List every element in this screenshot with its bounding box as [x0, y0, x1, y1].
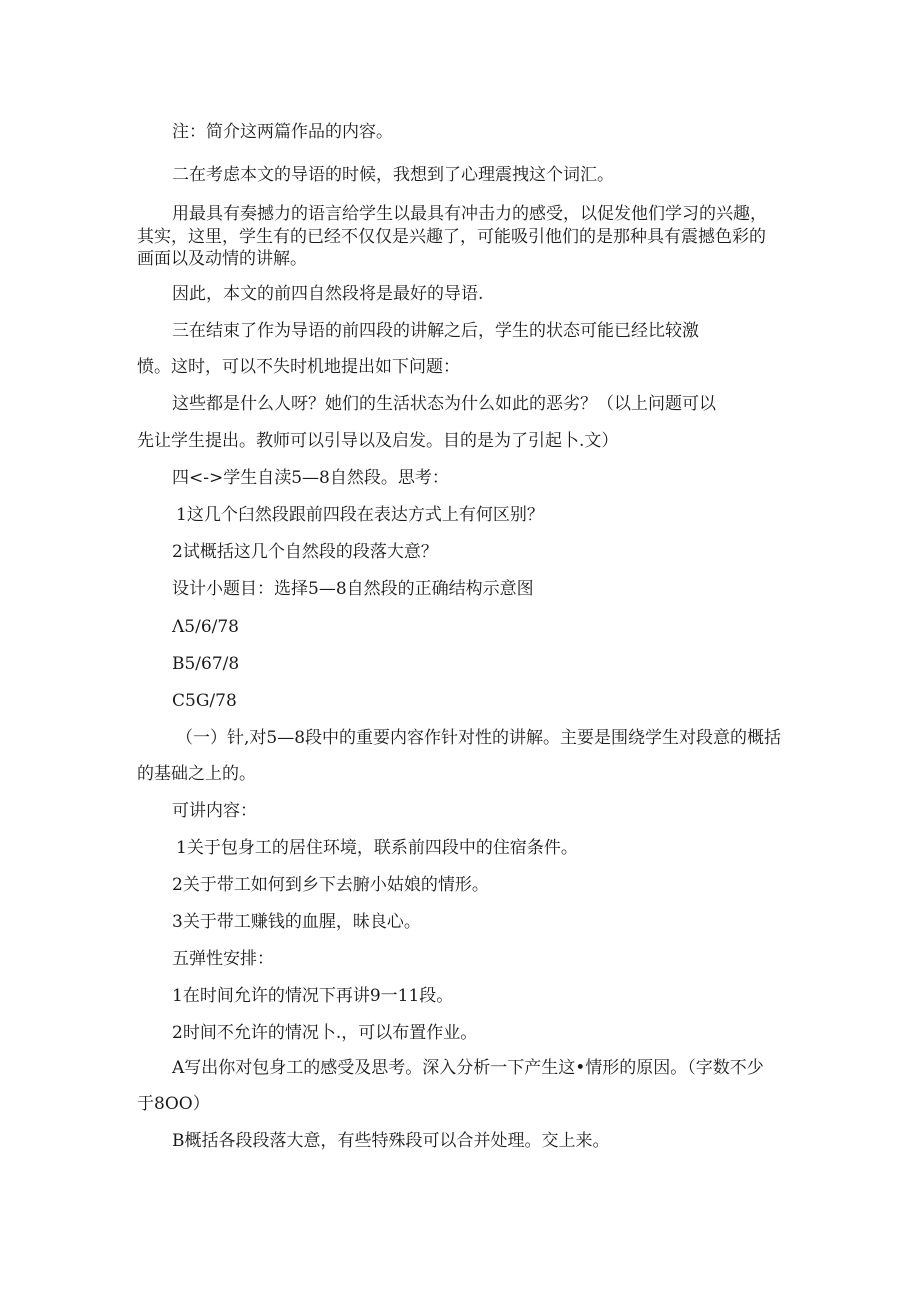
section-three-heading: 三在结束了作为导语的前四段的讲解之后，学生的状态可能已经比较激 [172, 321, 699, 341]
paragraph-line: 愤。这时，可以不失时机地提出如下问题： [137, 357, 460, 377]
paragraph-line: 其实，这里，学生有的已经不仅仅是兴趣了，可能吸引他们的是那种具有震撼色彩的 [137, 227, 766, 247]
note-line: 注：简介这两篇作品的内容。 [172, 122, 393, 142]
list-item: 3关于带工赚钱的血腥，昧良心。 [172, 912, 421, 932]
paragraph-line: 设计小题目：选择5—8自然段的正确结构示意图 [172, 579, 534, 599]
option-item: B5/67/8 [172, 654, 240, 674]
section-four-heading: 四<->学生自渎5—8自然段。思考： [172, 468, 449, 488]
paragraph-line: 用最具有奏撼力的语言给学生以最具有冲击力的感受，以促发他们学习的兴趣， [172, 204, 767, 224]
list-item: 2关于带工如何到乡下去腑小姑娘的情形。 [172, 875, 489, 895]
list-item: 2时间不允许的情况卜.，可以布置作业。 [172, 1023, 478, 1043]
paragraph-line: 于8OO） [137, 1094, 210, 1114]
list-item: 2试概括这几个自然段的段落大意？ [172, 542, 438, 562]
list-item: 1在时间允许的情况下再讲9一11段。 [172, 986, 454, 1006]
paragraph-line: 先让学生提出。教师可以引导以及启发。目的是为了引起卜.文） [137, 431, 619, 451]
paragraph-line: （一）针,对5—8段中的重要内容作针对性的讲解。主要是围绕学生对段意的概括 [176, 728, 782, 748]
list-item: 1这几个臼然段跟前四段在表达方式上有何区别？ [176, 505, 544, 525]
paragraph-line: 的基础之上的。 [137, 764, 256, 784]
section-five-heading: 五弹性安排： [172, 949, 274, 969]
option-item: C5G/78 [172, 691, 237, 711]
section-two-heading: 二在考虑本文的导语的时候，我想到了心理震拽这个词汇。 [172, 165, 614, 185]
paragraph-line: 画面以及动情的讲解。 [137, 249, 307, 269]
paragraph-line: 可讲内容： [172, 801, 257, 821]
paragraph-line: A写出你对包身工的感受及思考。深入分析一下产生这•情形的原因。（字数不少 [172, 1058, 764, 1078]
paragraph-line: B概括各段段落大意，有些特殊段可以合并处理。交上来。 [172, 1131, 610, 1151]
list-item: 1关于包身工的居住环境，联系前四段中的住宿条件。 [176, 838, 578, 858]
paragraph-line: 这些都是什么人呀？她们的生活状态为什么如此的恶劣？（以上问题可以 [172, 394, 716, 414]
option-item: Λ5/6/78 [172, 617, 239, 637]
paragraph-line: 因此，本文的前四自然段将是最好的导语. [172, 284, 484, 304]
